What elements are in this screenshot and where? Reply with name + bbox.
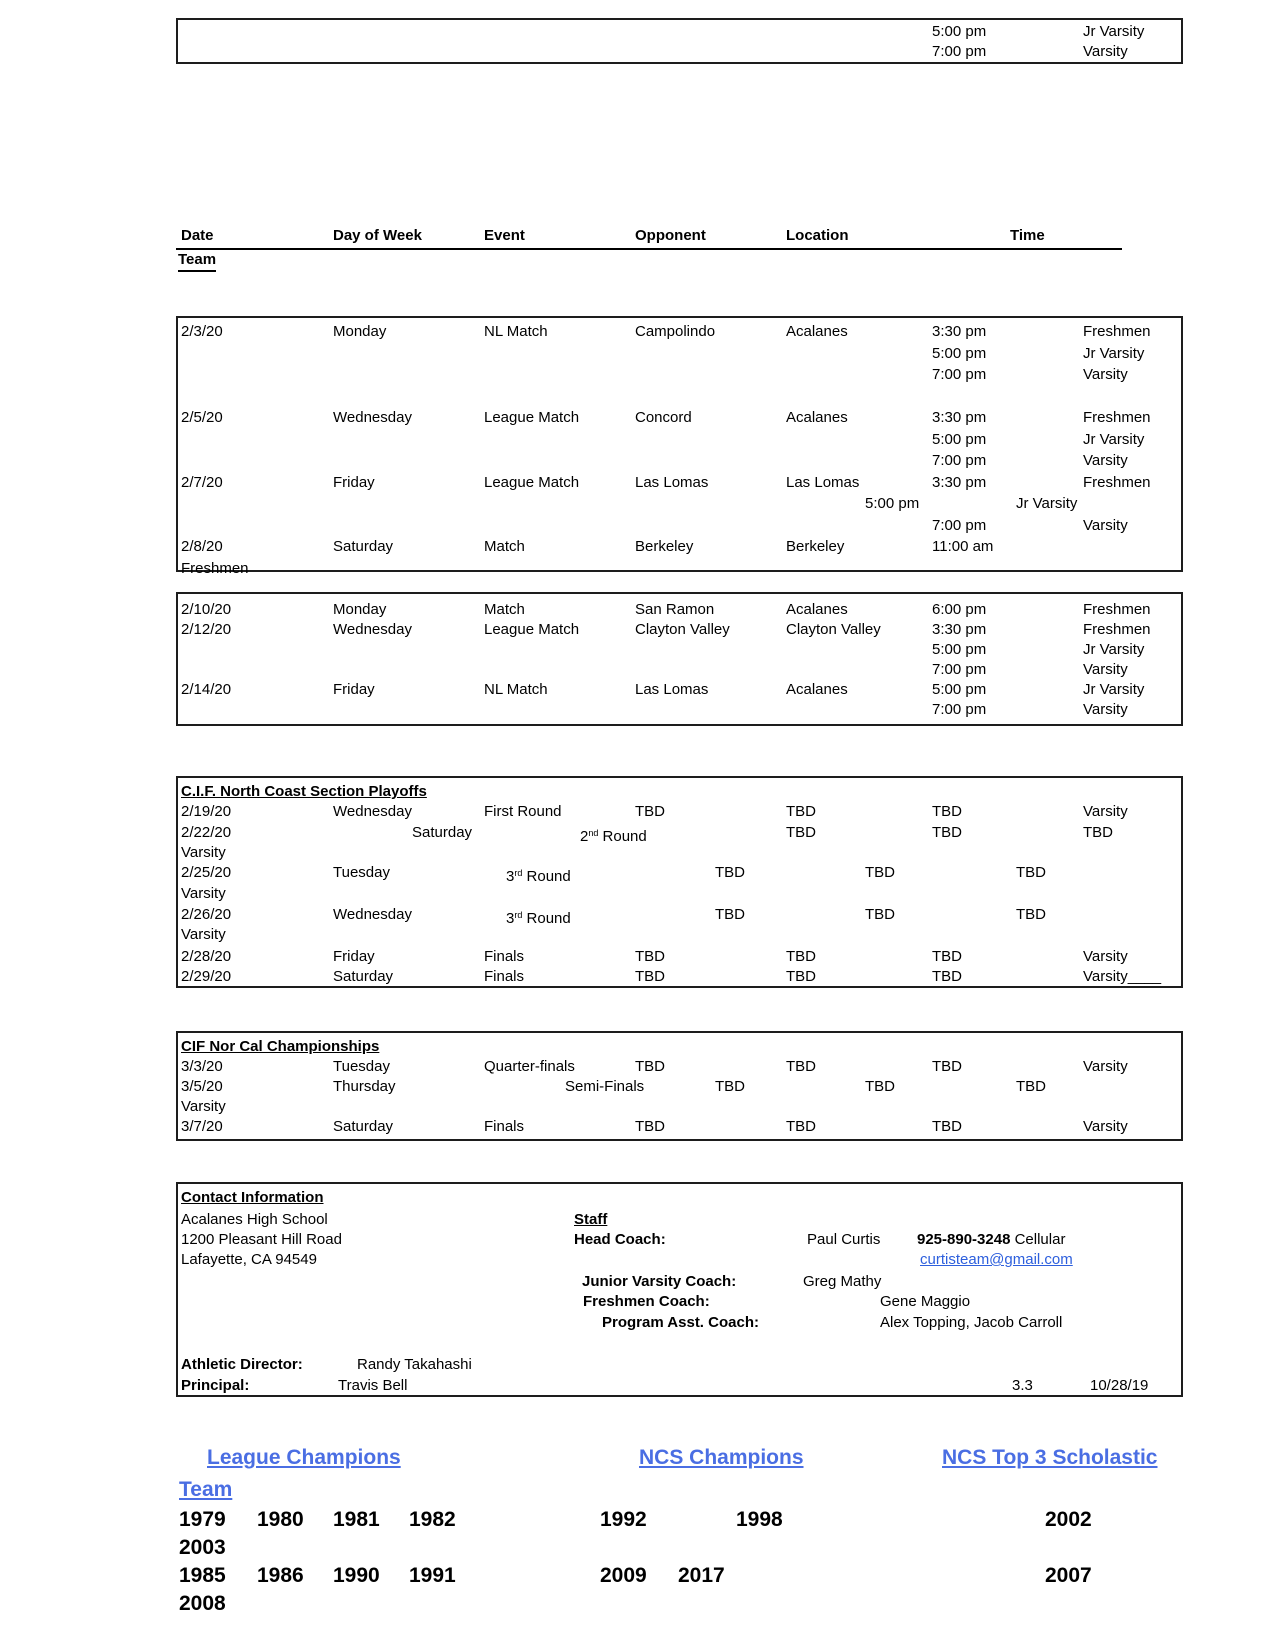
cell-day: Saturday xyxy=(333,1118,394,1135)
cell-team-wrap: Varsity xyxy=(181,926,226,943)
cell-date: 2/28/20 xyxy=(181,948,232,965)
cell-date: 2/26/20 xyxy=(181,906,232,923)
cell-tbd: TBD xyxy=(1016,864,1046,881)
ordinal-suffix: rd xyxy=(514,910,523,920)
cell-tbd: TBD xyxy=(1083,824,1113,841)
cell-day: Saturday xyxy=(333,538,394,555)
table-row xyxy=(178,905,1181,926)
league-year: 1991 xyxy=(409,1564,456,1587)
cell-tbd: TBD xyxy=(786,968,816,985)
cell-time: 5:00 pm xyxy=(865,495,920,512)
table-row xyxy=(178,802,1181,823)
cell-date: 2/25/20 xyxy=(181,864,232,881)
cell-opponent: San Ramon xyxy=(635,601,715,618)
cell-date: 2/3/20 xyxy=(181,323,223,340)
cell-time: TBD xyxy=(932,803,962,820)
cell-date: 3/5/20 xyxy=(181,1078,223,1095)
cell-team-wrap: Freshmen xyxy=(181,560,249,577)
cell-time: 7:00 pm xyxy=(932,366,987,383)
cell-opponent: Clayton Valley xyxy=(635,621,730,638)
staff-title: Staff xyxy=(574,1211,608,1228)
cell-day: Wednesday xyxy=(333,409,412,426)
cell-day: Wednesday xyxy=(333,906,412,923)
league-year: 1990 xyxy=(333,1564,380,1587)
table-row xyxy=(178,863,1181,884)
cell-team: Freshmen xyxy=(1083,601,1151,618)
header-team: Team xyxy=(178,250,216,272)
cell-team: Jr Varsity xyxy=(1083,641,1145,658)
athletic-director-label: Athletic Director: xyxy=(181,1356,303,1373)
cell-opponent: Berkeley xyxy=(635,538,694,555)
ordinal-suffix: rd xyxy=(514,868,523,878)
league-year: 1980 xyxy=(257,1508,304,1531)
cell-team-wrap: Varsity xyxy=(181,1098,226,1115)
contact-row xyxy=(178,1313,1181,1334)
cell-tbd: TBD xyxy=(715,864,745,881)
cell-date: 2/22/20 xyxy=(181,824,232,841)
cell-team: Jr Varsity xyxy=(1083,431,1145,448)
ncs-champions-heading: NCS Champions xyxy=(639,1446,804,1469)
cell-date: 3/7/20 xyxy=(181,1118,223,1135)
contact-row xyxy=(178,1230,1181,1251)
table-row xyxy=(178,947,1181,968)
table-row xyxy=(178,322,1181,343)
email-link[interactable]: curtisteam@gmail.com xyxy=(920,1251,1073,1268)
cell-tbd: TBD xyxy=(786,1118,816,1135)
cell-time: 5:00 pm xyxy=(932,681,987,698)
cell-team: Varsity xyxy=(1083,661,1128,678)
cell-tbd: TBD xyxy=(865,864,895,881)
table-row xyxy=(178,823,1181,844)
cell-date: 2/8/20 xyxy=(181,538,223,555)
header-day: Day of Week xyxy=(333,227,422,244)
cell-day: Friday xyxy=(333,948,375,965)
scholastic-year: 2007 xyxy=(1045,1564,1092,1587)
cell-tbd: TBD xyxy=(635,968,665,985)
cell-team: Jr Varsity xyxy=(1016,495,1078,512)
contact-row xyxy=(178,1250,1181,1271)
table-row xyxy=(178,344,1181,365)
head-coach-label: Head Coach: xyxy=(574,1231,666,1248)
cell-location: Las Lomas xyxy=(786,474,860,491)
schedule-table-1 xyxy=(176,316,1183,577)
league-year: 1979 xyxy=(179,1508,226,1531)
cell-opponent: Las Lomas xyxy=(635,681,709,698)
cell-tbd: TBD xyxy=(932,968,962,985)
cell-time: 3:30 pm xyxy=(932,474,987,491)
cell-event: League Match xyxy=(484,474,580,491)
contact-row xyxy=(178,1376,1181,1397)
cell-event: 3rd Round xyxy=(506,910,571,927)
header-date: Date xyxy=(181,227,214,244)
norcal-championships-table xyxy=(176,1031,1183,1141)
cell-team: Varsity xyxy=(1083,517,1128,534)
cell-tbd: TBD xyxy=(635,948,665,965)
table-row xyxy=(178,1077,1181,1098)
table-row xyxy=(178,640,1181,661)
cell-event: 2nd Round xyxy=(580,828,647,845)
league-year: 2003 xyxy=(179,1536,226,1559)
league-year: 1985 xyxy=(179,1564,226,1587)
cell-date: 2/14/20 xyxy=(181,681,232,698)
ordinal-suffix: nd xyxy=(588,828,599,838)
cell-team: Jr Varsity xyxy=(1083,681,1145,698)
cell-time: 11:00 am xyxy=(932,538,994,555)
table-row xyxy=(178,1117,1181,1138)
ncs-year: 2017 xyxy=(678,1564,725,1587)
table-row xyxy=(178,494,1181,515)
cell-event: League Match xyxy=(484,409,580,426)
cell-team: Varsity xyxy=(1083,803,1128,820)
contact-row xyxy=(178,1272,1181,1293)
table-row xyxy=(178,925,1181,946)
cell-team: Varsity xyxy=(1083,948,1128,965)
cell-team-wrap: Varsity xyxy=(181,844,226,861)
jv-coach-label: Junior Varsity Coach: xyxy=(582,1273,737,1290)
ncs-scholastic-heading-wrap: Team xyxy=(179,1478,233,1501)
cell-tbd: TBD xyxy=(786,948,816,965)
cell-time: 6:00 pm xyxy=(932,601,987,618)
cell-date: 2/29/20 xyxy=(181,968,232,985)
cell-tbd: TBD xyxy=(932,1058,962,1075)
cell-tbd: TBD xyxy=(786,1058,816,1075)
cell-event: League Match xyxy=(484,621,580,638)
cell-time: 7:00 pm xyxy=(932,517,987,534)
cell-tbd: TBD xyxy=(635,1118,665,1135)
cell-time: 3:30 pm xyxy=(932,621,987,638)
cell-team-wrap: Varsity xyxy=(181,885,226,902)
header-opponent: Opponent xyxy=(635,227,706,244)
cell-location: Clayton Valley xyxy=(786,621,881,638)
cell-day: Thursday xyxy=(333,1078,396,1095)
cell-team: Varsity xyxy=(1083,1118,1128,1135)
league-champions-heading: League Champions xyxy=(207,1446,401,1469)
cell-day: Monday xyxy=(333,323,387,340)
table-row xyxy=(178,537,1181,558)
program-asst-name: Alex Topping, Jacob Carroll xyxy=(880,1314,1063,1331)
table-row xyxy=(178,782,1181,803)
cell-time: 5:00 pm xyxy=(932,641,987,658)
cell-tbd: TBD xyxy=(715,1078,745,1095)
freshmen-coach-name: Gene Maggio xyxy=(880,1293,971,1310)
cell-tbd: TBD xyxy=(715,906,745,923)
table-row xyxy=(178,700,1181,721)
principal-label: Principal: xyxy=(181,1377,250,1394)
table-row xyxy=(178,884,1181,905)
schedule-table-top-continuation xyxy=(176,18,1183,64)
league-year: 1986 xyxy=(257,1564,304,1587)
league-year: 1982 xyxy=(409,1508,456,1531)
cell-team: Freshmen xyxy=(1083,409,1151,426)
table-row xyxy=(178,408,1181,429)
header-time: Time xyxy=(1010,227,1045,244)
cell-event: Match xyxy=(484,601,525,618)
table-row xyxy=(178,430,1181,451)
cell-time: 7:00 pm xyxy=(932,452,987,469)
table-row xyxy=(178,473,1181,494)
cell-tbd: TBD xyxy=(1016,906,1046,923)
cell-day: Tuesday xyxy=(333,864,390,881)
table-row xyxy=(178,600,1181,621)
cell-location: Acalanes xyxy=(786,681,848,698)
table-row xyxy=(178,660,1181,681)
cell-location: Acalanes xyxy=(786,323,848,340)
section-title: C.I.F. North Coast Section Playoffs xyxy=(181,783,427,800)
document-version: 3.3 xyxy=(1012,1377,1033,1394)
contact-row xyxy=(178,1292,1181,1313)
principal-name: Travis Bell xyxy=(338,1377,408,1394)
ncs-year: 1998 xyxy=(736,1508,783,1531)
cell-team: Jr Varsity xyxy=(1083,345,1145,362)
cell-date: 2/10/20 xyxy=(181,601,232,618)
cell-time: 5:00 pm xyxy=(932,431,987,448)
cell-opponent: Campolindo xyxy=(635,323,716,340)
section-title: CIF Nor Cal Championships xyxy=(181,1038,380,1055)
cell-day: Saturday xyxy=(412,824,473,841)
cell-day: Saturday xyxy=(333,968,394,985)
header-event: Event xyxy=(484,227,525,244)
cell-team: Varsity xyxy=(1083,701,1128,718)
cell-event: NL Match xyxy=(484,681,548,698)
header-location: Location xyxy=(786,227,849,244)
cell-location: Acalanes xyxy=(786,601,848,618)
cell-tbd: TBD xyxy=(932,824,962,841)
cell-event: Finals xyxy=(484,968,525,985)
table-row xyxy=(178,42,1181,63)
cell-event: NL Match xyxy=(484,323,548,340)
cell-date: 3/3/20 xyxy=(181,1058,223,1075)
cell-opponent: Las Lomas xyxy=(635,474,709,491)
cell-team: Freshmen xyxy=(1083,323,1151,340)
cell-event: Finals xyxy=(484,948,525,965)
table-row xyxy=(178,559,1181,580)
cell-team: Freshmen xyxy=(1083,474,1151,491)
league-year: 2008 xyxy=(179,1592,226,1615)
table-row xyxy=(178,1057,1181,1078)
cell-tbd: TBD xyxy=(932,1118,962,1135)
cell-tbd: TBD xyxy=(865,906,895,923)
head-coach-name: Paul Curtis xyxy=(807,1231,881,1248)
cell-date: 2/7/20 xyxy=(181,474,223,491)
freshmen-coach-label: Freshmen Coach: xyxy=(583,1293,710,1310)
contact-row xyxy=(178,1210,1181,1231)
cell-event: First Round xyxy=(484,803,562,820)
cell-date: 2/12/20 xyxy=(181,621,232,638)
school-address2: Lafayette, CA 94549 xyxy=(181,1251,317,1268)
cell-day: Monday xyxy=(333,601,387,618)
cell-day: Wednesday xyxy=(333,621,412,638)
contact-information-box xyxy=(176,1182,1183,1397)
cell-time: 5:00 pm xyxy=(932,23,987,40)
cell-team: Varsity____ xyxy=(1083,968,1162,985)
cell-opponent: TBD xyxy=(635,803,665,820)
cell-event: Finals xyxy=(484,1118,525,1135)
cell-day: Tuesday xyxy=(333,1058,390,1075)
cell-tbd: TBD xyxy=(786,824,816,841)
table-row xyxy=(178,1097,1181,1118)
cell-event: Quarter-finals xyxy=(484,1058,575,1075)
cell-time: 7:00 pm xyxy=(932,661,987,678)
head-coach-phone: 925-890-3248 Cellular xyxy=(917,1231,1066,1248)
cell-team: Varsity xyxy=(1083,452,1128,469)
cell-tbd: TBD xyxy=(932,948,962,965)
jv-coach-name: Greg Mathy xyxy=(803,1273,882,1290)
table-row xyxy=(178,516,1181,537)
cell-time: 7:00 pm xyxy=(932,701,987,718)
cell-event: Semi-Finals xyxy=(565,1078,645,1095)
cell-location: Berkeley xyxy=(786,538,845,555)
cell-date: 2/5/20 xyxy=(181,409,223,426)
cell-event: Match xyxy=(484,538,525,555)
cell-event: 3rd Round xyxy=(506,868,571,885)
contact-title: Contact Information xyxy=(181,1189,324,1206)
table-row xyxy=(178,1037,1181,1058)
athletic-director-name: Randy Takahashi xyxy=(357,1356,472,1373)
cell-time: 5:00 pm xyxy=(932,345,987,362)
cell-time: 3:30 pm xyxy=(932,409,987,426)
cell-opponent: Concord xyxy=(635,409,692,426)
table-row xyxy=(178,451,1181,472)
school-address1: 1200 Pleasant Hill Road xyxy=(181,1231,342,1248)
cell-time: 3:30 pm xyxy=(932,323,987,340)
cell-team: Varsity xyxy=(1083,43,1128,60)
cell-day: Friday xyxy=(333,474,375,491)
table-row xyxy=(178,22,1181,43)
revision-date: 10/28/19 xyxy=(1090,1377,1149,1394)
cell-team: Freshmen xyxy=(1083,621,1151,638)
cell-team: Varsity xyxy=(1083,1058,1128,1075)
ncs-playoffs-table xyxy=(176,776,1183,988)
table-row xyxy=(178,967,1181,988)
table-column-header xyxy=(176,226,1122,250)
cell-time: 7:00 pm xyxy=(932,43,987,60)
scholastic-year: 2002 xyxy=(1045,1508,1092,1531)
cell-tbd: TBD xyxy=(1016,1078,1046,1095)
school-name: Acalanes High School xyxy=(181,1211,328,1228)
table-row xyxy=(178,843,1181,864)
schedule-table-2 xyxy=(176,592,1183,726)
ncs-year: 1992 xyxy=(600,1508,647,1531)
program-asst-label: Program Asst. Coach: xyxy=(602,1314,759,1331)
cell-tbd: TBD xyxy=(635,1058,665,1075)
cell-date: 2/19/20 xyxy=(181,803,232,820)
ncs-year: 2009 xyxy=(600,1564,647,1587)
table-row xyxy=(178,620,1181,641)
ncs-scholastic-heading: NCS Top 3 Scholastic xyxy=(942,1446,1158,1469)
contact-row xyxy=(178,1188,1181,1209)
cell-location: TBD xyxy=(786,803,816,820)
cell-day: Friday xyxy=(333,681,375,698)
table-row xyxy=(178,680,1181,701)
league-year: 1981 xyxy=(333,1508,380,1531)
cell-tbd: TBD xyxy=(865,1078,895,1095)
contact-row xyxy=(178,1355,1181,1376)
table-row xyxy=(178,365,1181,386)
cell-team: Varsity xyxy=(1083,366,1128,383)
cell-location: Acalanes xyxy=(786,409,848,426)
cell-day: Wednesday xyxy=(333,803,412,820)
cell-team: Jr Varsity xyxy=(1083,23,1145,40)
